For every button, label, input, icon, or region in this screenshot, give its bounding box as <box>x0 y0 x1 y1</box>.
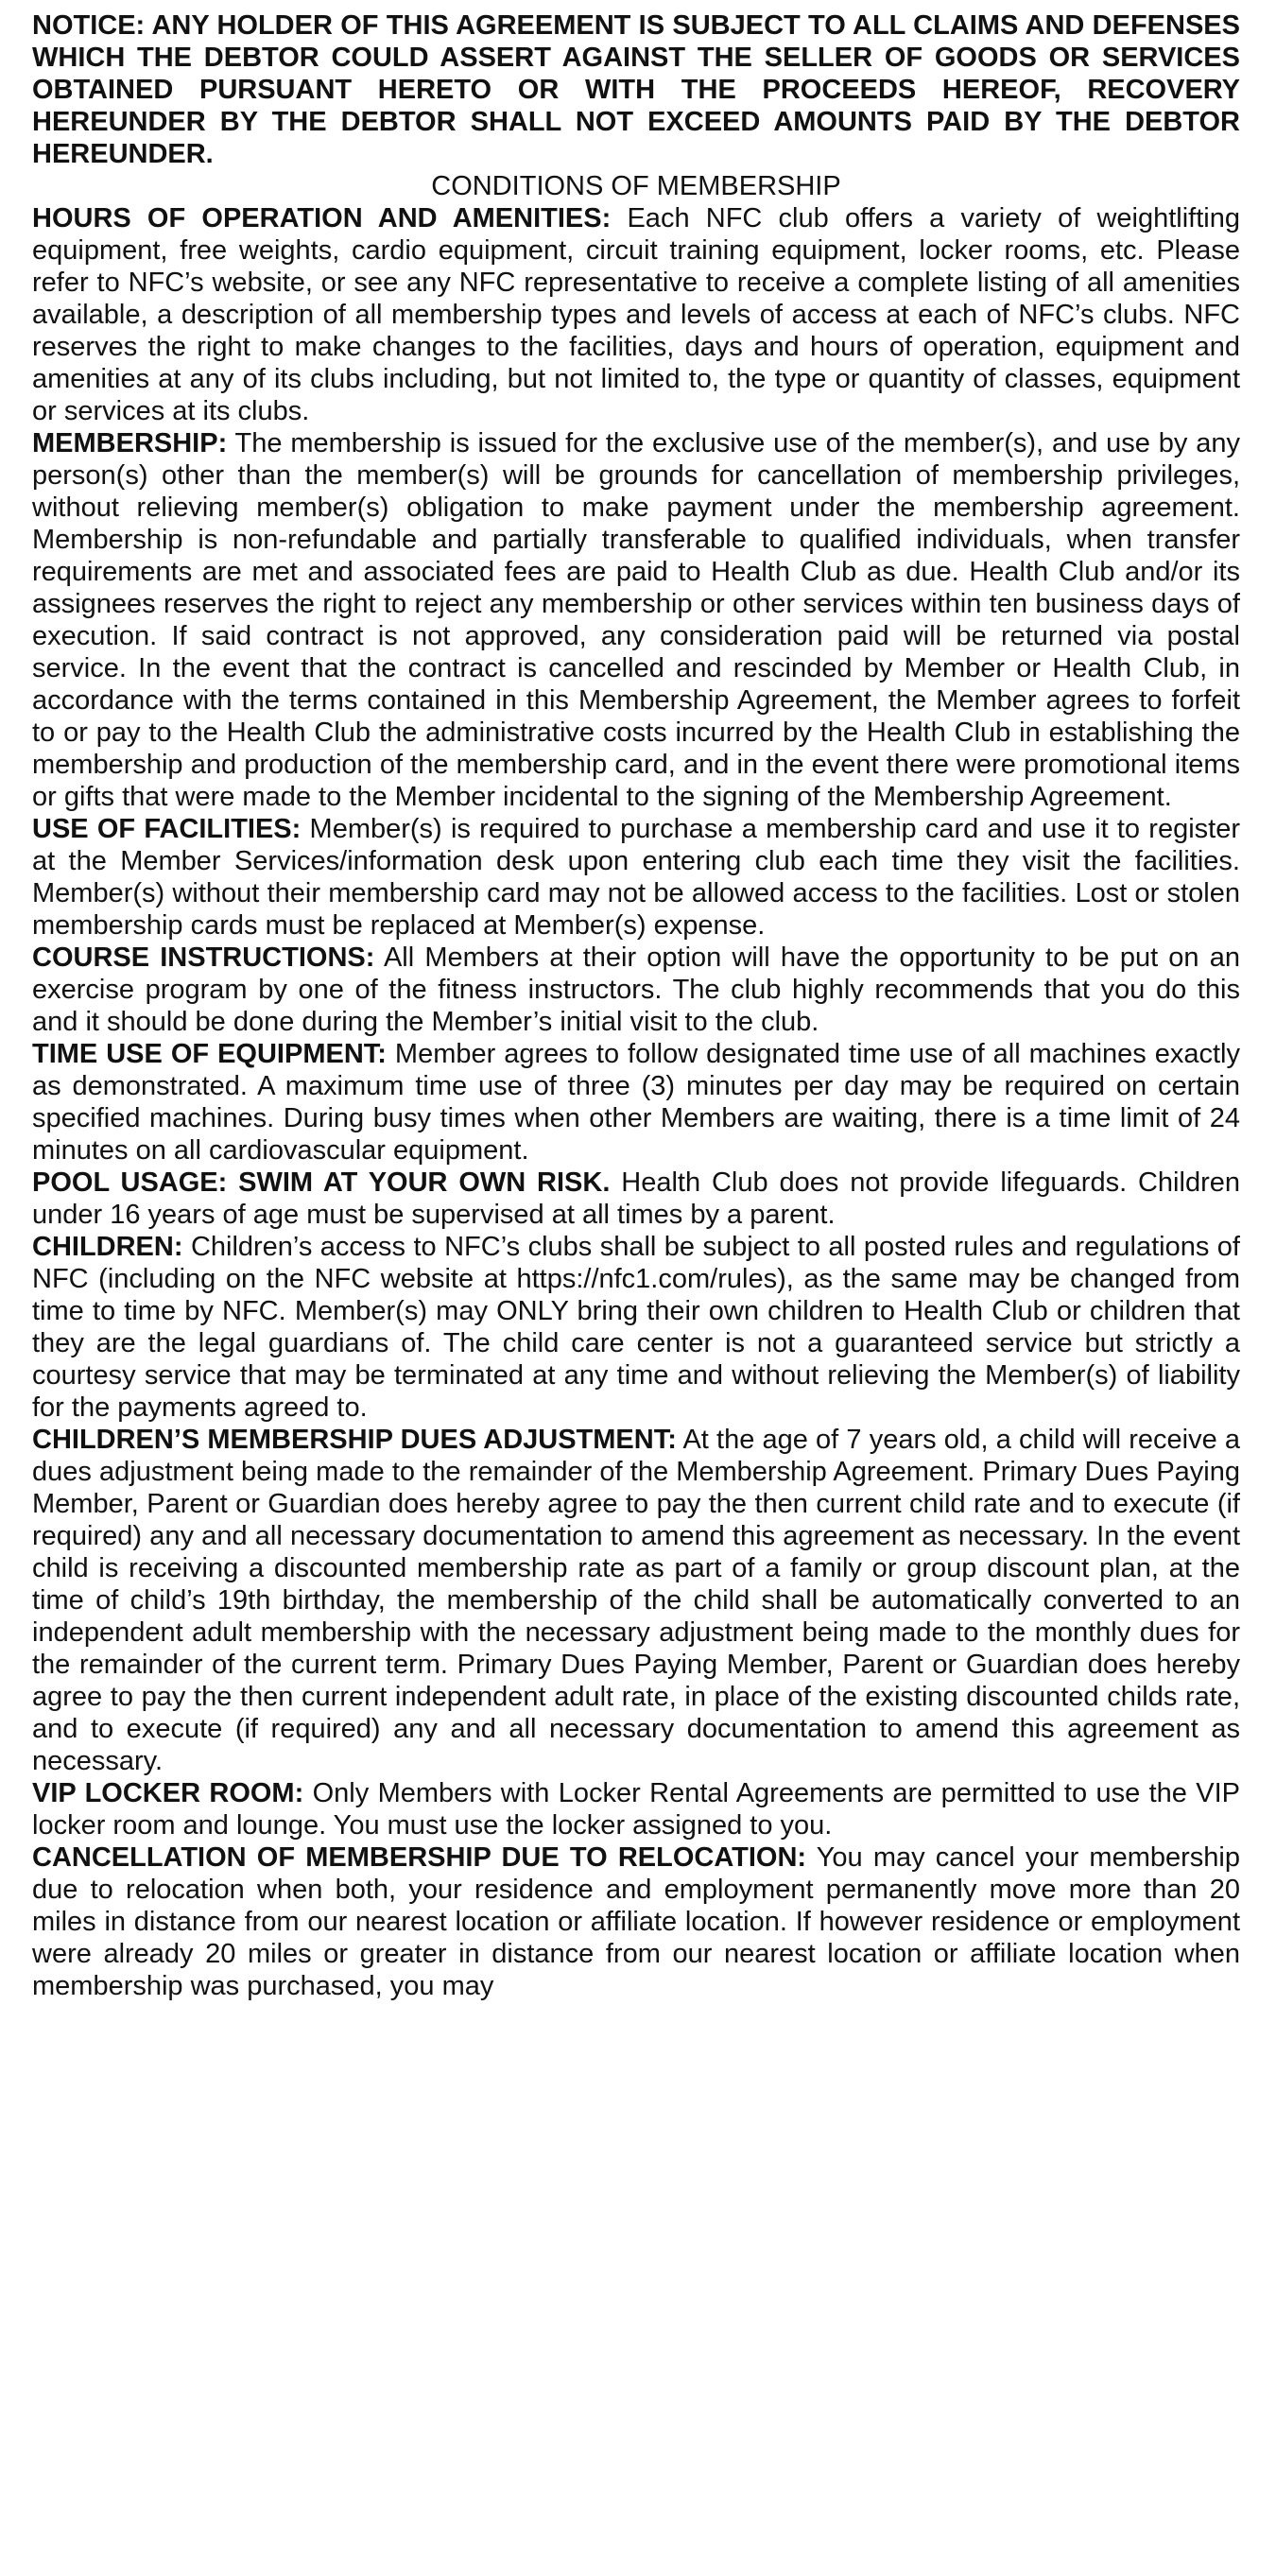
section-label: POOL USAGE: SWIM AT YOUR OWN RISK. <box>32 1167 611 1198</box>
section-text: Each NFC club offers a variety of weightlifting equipment, free weights, cardio equipment, circuit training equipment, locker rooms, etc. Please refer to NFC’s website, or see any NFC representative to receive a complete listing of all amenities available, a description of all membership types and levels of access at each of NFC’s clubs. NFC reserves the right to make changes to the facilities, days and hours of operation, equipment and amenities at any of its clubs including, but not limited to, the type or quantity of classes, equipment or services at its clubs. <box>32 203 1240 426</box>
section-text: The membership is issued for the exclusive use of the member(s), and use by any person(s) other than the member(s) will be grounds for cancellation of membership privileges, without relieving member(s) obligation to make payment under the membership agreement. Membership is non-refundable and partially transferable to qualified individuals, when transfer requirements are met and associated fees are paid to Health Club as due. Health Club and/or its assignees reserves the right to reject any membership or other services within ten business days of execution. If said contract is not approved, any consideration paid will be returned via postal service. In the event that the contract is cancelled and rescinded by Member or Health Club, in accordance with the terms contained in this Membership Agreement, the Member agrees to forfeit to or pay to the Health Club the administrative costs incurred by the Health Club in establishing the membership and production of the membership card, and in the event there were promotional items or gifts that were made to the Member incidental to the signing of the Membership Agreement. <box>32 428 1240 812</box>
section-membership <box>32 427 1240 813</box>
section-children <box>32 1231 1240 1424</box>
section-text: At the age of 7 years old, a child will receive a dues adjustment being made to the remainder of the Membership Agreement. Primary Dues Paying Member, Parent or Guardian does hereby agree to pay the then current child rate and to execute (if required) any and all necessary documentation to amend this agreement as necessary. In the event child is receiving a discounted membership rate as part of a family or group discount plan, at the time of child’s 19th birthday, the membership of the child shall be automatically converted to an independent adult membership with the necessary adjustment being made to the monthly dues for the remainder of the current term. Primary Dues Paying Member, Parent or Guardian does hereby agree to pay the then current independent adult rate, in place of the existing discounted childs rate, and to execute (if required) any and all necessary documentation to amend this agreement as necessary. <box>32 1425 1241 1776</box>
section-label: USE OF FACILITIES: <box>32 814 302 844</box>
section-vip-locker-room <box>32 1777 1240 1841</box>
section-text: All Members at their option will have the opportunity to be put on an exercise program by one of the fitness instructors. The club highly recommends that you do this and it should be done during the Member’s initial visit to the club. <box>32 942 1240 1037</box>
section-label: TIME USE OF EQUIPMENT: <box>32 1039 387 1069</box>
section-text: Health Club does not provide lifeguards. Children under 16 years of age must be supervised at all times by a parent. <box>32 1167 1240 1230</box>
section-course-instructions <box>32 942 1240 1038</box>
section-pool-usage <box>32 1167 1240 1231</box>
section-text: Only Members with Locker Rental Agreements are permitted to use the VIP locker room and lounge. You must use the locker assigned to you. <box>32 1778 1240 1841</box>
section-label: VIP LOCKER ROOM: <box>32 1778 304 1808</box>
section-text: Children’s access to NFC’s clubs shall be subject to all posted rules and regulations of NFC (including on the NFC website at https://nfc1.com/rules), as the same may be changed from time to time by NFC. Member(s) may ONLY bring their own children to Health Club or children that they are the legal guardians of. The child care center is not a guaranteed service but strictly a courtesy service that may be terminated at any time and without relieving the Member(s) of liability for the payments agreed to. <box>32 1232 1240 1423</box>
conditions-heading: CONDITIONS OF MEMBERSHIP <box>431 171 841 201</box>
section-text: Member agrees to follow designated time use of all machines exactly as demonstrated. A maximum time use of three (3) minutes per day may be required on certain specified machines. During busy times when other Members are waiting, there is a time limit of 24 minutes on all cardiovascular equipment. <box>32 1039 1241 1166</box>
section-label: CANCELLATION OF MEMBERSHIP DUE TO RELOCATION: <box>32 1842 807 1873</box>
section-use-of-facilities <box>32 813 1240 942</box>
section-hours-of-operation <box>32 202 1240 427</box>
section-time-use-of-equipment <box>32 1038 1240 1167</box>
section-cancellation-relocation <box>32 1841 1240 2002</box>
section-text: You may cancel your membership due to relocation when both, your residence and employment permanently move more than 20 miles in distance from our nearest location or affiliate location. If however residence or employment were already 20 miles or greater in distance from our nearest location or affiliate location when membership was purchased, you may <box>32 1842 1240 2001</box>
section-label: CHILDREN: <box>32 1232 183 1262</box>
notice-paragraph: NOTICE: ANY HOLDER OF THIS AGREEMENT IS SUBJECT TO ALL CLAIMS AND DEFENSES WHICH THE DEBTOR COULD ASSERT AGAINST THE SELLER OF GOODS OR SERVICES OBTAINED PURSUANT HERETO OR WITH THE PROCEEDS HEREOF, RECOVERY HEREUNDER BY THE DEBTOR SHALL NOT EXCEED AMOUNTS PAID BY THE DEBTOR HEREUNDER. <box>32 10 1240 169</box>
section-label: MEMBERSHIP: <box>32 428 228 458</box>
section-label: CHILDREN’S MEMBERSHIP DUES ADJUSTMENT: <box>32 1425 677 1455</box>
section-text: Member(s) is required to purchase a membership card and use it to register at the Member Services/information desk upon entering club each time they visit the facilities. Member(s) without their membership card may not be allowed access to the facilities. Lost or stolen membership cards must be replaced at Member(s) expense. <box>32 814 1240 941</box>
section-label: COURSE INSTRUCTIONS: <box>32 942 375 973</box>
section-label: HOURS OF OPERATION AND AMENITIES: <box>32 203 612 233</box>
section-childrens-dues-adjustment <box>32 1424 1240 1777</box>
